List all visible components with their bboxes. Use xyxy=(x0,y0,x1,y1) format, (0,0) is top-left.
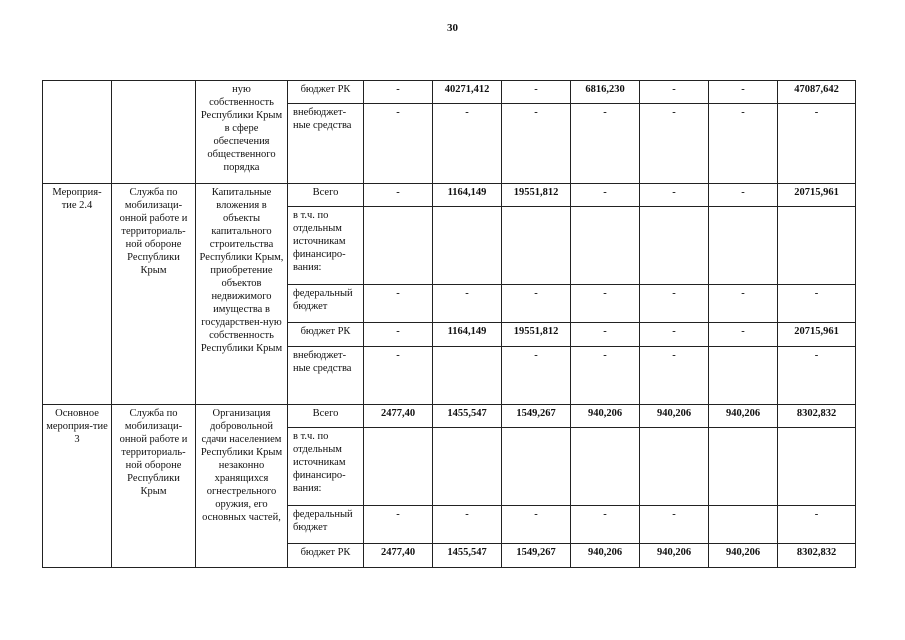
table-row xyxy=(43,184,856,207)
description-cell: ную собственность Республики Крым в сфере обеспечения общественного порядка xyxy=(196,81,288,184)
amount-cell xyxy=(571,428,640,506)
funding-source-cell: внебюджет-ные средства xyxy=(288,104,364,184)
amount-cell: 20715,961 xyxy=(778,184,856,207)
amount-cell: - xyxy=(778,285,856,323)
amount-cell: - xyxy=(364,285,433,323)
amount-cell xyxy=(778,428,856,506)
table-row xyxy=(43,81,856,104)
amount-cell: - xyxy=(778,506,856,544)
amount-cell: - xyxy=(571,285,640,323)
amount-cell xyxy=(640,207,709,285)
amount-cell: - xyxy=(433,104,502,184)
budget-table xyxy=(42,80,856,568)
funding-source-cell: внебюджет-ные средства xyxy=(288,347,364,405)
amount-cell xyxy=(433,347,502,405)
funding-source-cell: в т.ч. по отдельным источникам финансиро-вания: xyxy=(288,428,364,506)
amount-cell: - xyxy=(640,285,709,323)
amount-cell: - xyxy=(502,104,571,184)
description-cell: Организация добровольной сдачи населением Республики Крым незаконно хранящихся огнестрельного оружия, его основных частей, xyxy=(196,405,288,568)
amount-cell: 2477,40 xyxy=(364,544,433,568)
executor-cell: Служба по мобилизаци-онной работе и территориаль-ной обороне Республики Крым xyxy=(112,184,196,405)
amount-cell: 940,206 xyxy=(571,544,640,568)
amount-cell: 8302,832 xyxy=(778,405,856,428)
amount-cell: - xyxy=(502,285,571,323)
amount-cell: 8302,832 xyxy=(778,544,856,568)
funding-source-cell: Всего xyxy=(288,405,364,428)
measure-name-cell: Мероприя-тие 2.4 xyxy=(43,184,112,405)
amount-cell: - xyxy=(640,104,709,184)
amount-cell xyxy=(709,428,778,506)
funding-source-cell: федеральный бюджет xyxy=(288,285,364,323)
page-number: 30 xyxy=(447,22,458,34)
amount-cell: 940,206 xyxy=(709,405,778,428)
amount-cell: - xyxy=(640,81,709,104)
amount-cell: 1549,267 xyxy=(502,544,571,568)
executor-cell: Служба по мобилизаци-онной работе и территориаль-ной обороне Республики Крым xyxy=(112,405,196,568)
amount-cell: - xyxy=(778,347,856,405)
amount-cell: 19551,812 xyxy=(502,184,571,207)
amount-cell: - xyxy=(571,184,640,207)
amount-cell: - xyxy=(364,184,433,207)
amount-cell: - xyxy=(364,81,433,104)
amount-cell: 6816,230 xyxy=(571,81,640,104)
amount-cell: - xyxy=(571,104,640,184)
amount-cell xyxy=(640,428,709,506)
amount-cell xyxy=(709,506,778,544)
amount-cell: - xyxy=(709,184,778,207)
amount-cell: 20715,961 xyxy=(778,323,856,347)
amount-cell xyxy=(502,428,571,506)
description-cell: Капитальные вложения в объекты капитального строительства Республики Крым, приобретение объектов недвижимого имущества в государствен-ную собственность Республики Крым xyxy=(196,184,288,405)
amount-cell xyxy=(709,347,778,405)
amount-cell: - xyxy=(364,104,433,184)
amount-cell: 47087,642 xyxy=(778,81,856,104)
amount-cell: 2477,40 xyxy=(364,405,433,428)
amount-cell: - xyxy=(640,347,709,405)
amount-cell: 1549,267 xyxy=(502,405,571,428)
amount-cell: - xyxy=(709,285,778,323)
amount-cell: 1164,149 xyxy=(433,323,502,347)
amount-cell: 1455,547 xyxy=(433,405,502,428)
measure-name-cell xyxy=(43,81,112,184)
amount-cell xyxy=(571,207,640,285)
amount-cell: - xyxy=(502,506,571,544)
amount-cell: - xyxy=(364,323,433,347)
funding-source-cell: бюджет РК xyxy=(288,323,364,347)
executor-cell xyxy=(112,81,196,184)
amount-cell xyxy=(778,207,856,285)
amount-cell: 19551,812 xyxy=(502,323,571,347)
funding-source-cell: бюджет РК xyxy=(288,81,364,104)
amount-cell: - xyxy=(640,506,709,544)
amount-cell xyxy=(364,207,433,285)
amount-cell: 940,206 xyxy=(640,405,709,428)
funding-source-cell: бюджет РК xyxy=(288,544,364,568)
amount-cell: - xyxy=(709,81,778,104)
amount-cell xyxy=(364,428,433,506)
amount-cell: 40271,412 xyxy=(433,81,502,104)
amount-cell: - xyxy=(709,323,778,347)
amount-cell: - xyxy=(709,104,778,184)
amount-cell: - xyxy=(640,184,709,207)
amount-cell xyxy=(502,207,571,285)
amount-cell: - xyxy=(571,323,640,347)
funding-source-cell: федеральный бюджет xyxy=(288,506,364,544)
amount-cell: 1455,547 xyxy=(433,544,502,568)
amount-cell: - xyxy=(640,323,709,347)
amount-cell: - xyxy=(364,347,433,405)
amount-cell: - xyxy=(364,506,433,544)
funding-source-cell: Всего xyxy=(288,184,364,207)
amount-cell: - xyxy=(433,285,502,323)
amount-cell: - xyxy=(433,506,502,544)
amount-cell: 1164,149 xyxy=(433,184,502,207)
amount-cell: - xyxy=(778,104,856,184)
amount-cell: - xyxy=(502,81,571,104)
amount-cell xyxy=(433,207,502,285)
table-row xyxy=(43,405,856,428)
amount-cell xyxy=(709,207,778,285)
measure-name-cell: Основное мероприя-тие 3 xyxy=(43,405,112,568)
funding-source-cell: в т.ч. по отдельным источникам финансиро-вания: xyxy=(288,207,364,285)
amount-cell xyxy=(433,428,502,506)
amount-cell: - xyxy=(502,347,571,405)
amount-cell: 940,206 xyxy=(709,544,778,568)
amount-cell: 940,206 xyxy=(571,405,640,428)
amount-cell: - xyxy=(571,347,640,405)
amount-cell: - xyxy=(571,506,640,544)
amount-cell: 940,206 xyxy=(640,544,709,568)
